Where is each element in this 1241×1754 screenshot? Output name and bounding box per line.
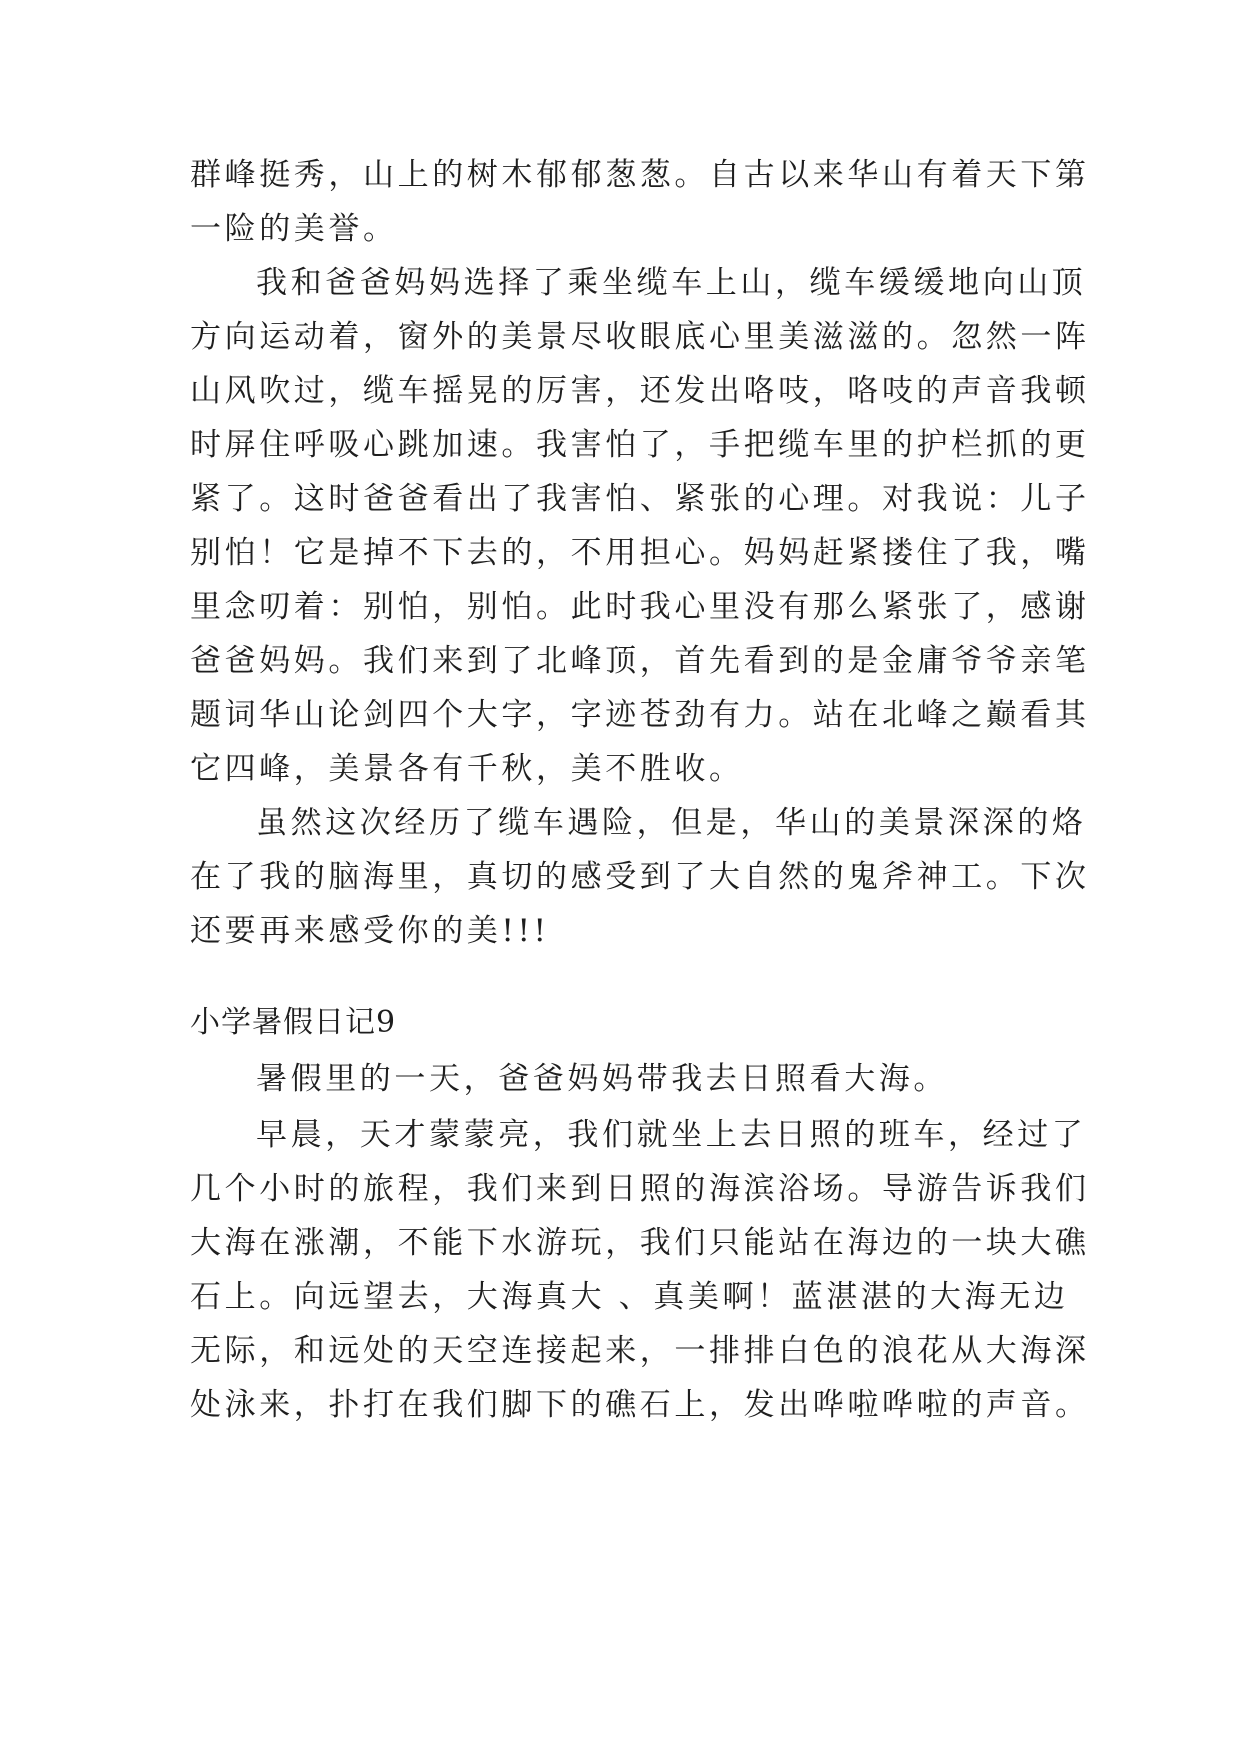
paragraph-5-line-5: 无际，和远处的天空连接起来，一排排白色的浪花从大海深 bbox=[190, 1333, 1090, 1369]
paragraph-3-line-3: 还要再来感受你的美!!! bbox=[190, 913, 550, 949]
paragraph-2-line-1: 我和爸爸妈妈选择了乘坐缆车上山，缆车缓缓地向山顶 bbox=[256, 265, 1087, 301]
paragraph-2-line-4: 时屏住呼吸心跳加速。我害怕了，手把缆车里的护栏抓的更 bbox=[190, 427, 1090, 463]
paragraph-2-line-6: 别怕！它是掉不下去的，不用担心。妈妈赶紧搂住了我，嘴 bbox=[190, 535, 1090, 571]
paragraph-3-line-2: 在了我的脑海里，真切的感受到了大自然的鬼斧神工。下次 bbox=[190, 859, 1090, 895]
paragraph-5-line-4: 石上。向远望去，大海真大 、真美啊！蓝湛湛的大海无边 bbox=[190, 1279, 1069, 1315]
paragraph-5-line-3: 大海在涨潮，不能下水游玩，我们只能站在海边的一块大礁 bbox=[190, 1225, 1090, 1261]
paragraph-1-line-2: 一险的美誉。 bbox=[190, 211, 398, 247]
paragraph-3-line-1: 虽然这次经历了缆车遇险，但是，华山的美景深深的烙 bbox=[256, 805, 1087, 841]
paragraph-2-line-2: 方向运动着，窗外的美景尽收眼底心里美滋滋的。忽然一阵 bbox=[190, 319, 1090, 355]
paragraph-4-line-1: 暑假里的一天，爸爸妈妈带我去日照看大海。 bbox=[256, 1061, 948, 1097]
paragraph-2-line-7: 里念叨着：别怕，别怕。此时我心里没有那么紧张了，感谢 bbox=[190, 589, 1090, 625]
paragraph-2-line-3: 山风吹过，缆车摇晃的厉害，还发出咯吱，咯吱的声音我顿 bbox=[190, 373, 1090, 409]
paragraph-2-line-5: 紧了。这时爸爸看出了我害怕、紧张的心理。对我说：儿子 bbox=[190, 481, 1090, 517]
paragraph-1-line-1: 群峰挺秀，山上的树木郁郁葱葱。自古以来华山有着天下第 bbox=[190, 157, 1090, 193]
paragraph-5-line-1: 早晨，天才蒙蒙亮，我们就坐上去日照的班车，经过了 bbox=[256, 1117, 1087, 1153]
paragraph-5-line-6: 处泳来，扑打在我们脚下的礁石上，发出哗啦哗啦的声音。 bbox=[190, 1387, 1090, 1423]
section-heading: 小学暑假日记9 bbox=[190, 1005, 397, 1040]
paragraph-5-line-2: 几个小时的旅程，我们来到日照的海滨浴场。导游告诉我们 bbox=[190, 1171, 1090, 1207]
paragraph-2-line-10: 它四峰，美景各有千秋，美不胜收。 bbox=[190, 751, 744, 787]
paragraph-2-line-8: 爸爸妈妈。我们来到了北峰顶，首先看到的是金庸爷爷亲笔 bbox=[190, 643, 1090, 679]
paragraph-2-line-9: 题词华山论剑四个大字，字迹苍劲有力。站在北峰之巅看其 bbox=[190, 697, 1090, 733]
